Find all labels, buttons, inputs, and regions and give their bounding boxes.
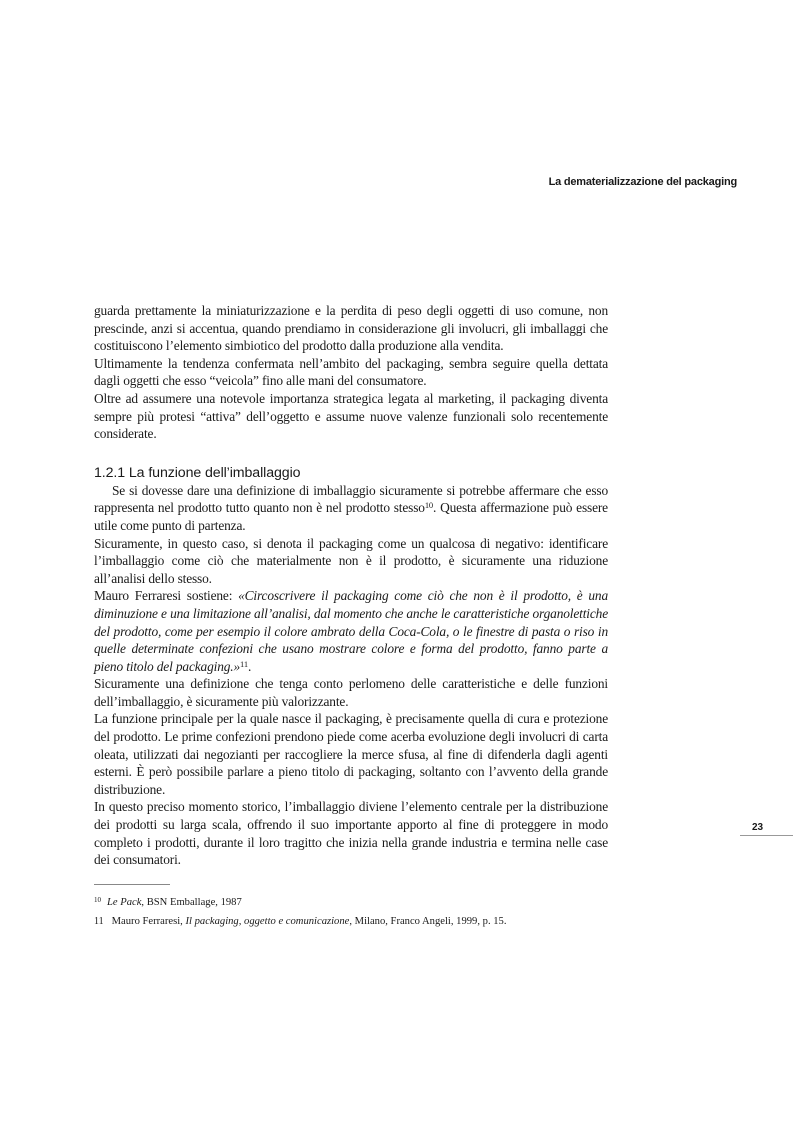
footnote-rest: , Milano, Franco Angeli, 1999, p. 15. — [349, 916, 507, 927]
footnote-separator — [94, 884, 170, 885]
paragraph-7: Sicuramente una definizione che tenga conto perlomeno delle caratteristiche e delle funzioni dell’imballaggio, è sicuramente più valorizzante. — [94, 676, 608, 709]
paragraph-4-text-a: Se si dovesse dare una definizione di imballaggio sicuramente si potrebbe affermare che esso rappresenta nel prodotto tutto quanto non è nel prodotto stesso — [94, 482, 608, 516]
paragraph-6 — [94, 587, 608, 675]
footnote-title: Le Pack — [107, 897, 142, 908]
paragraph-6-text-a: Mauro Ferraresi sostiene: — [94, 588, 239, 604]
footnote-rest: , BSN Emballage, 1987 — [141, 897, 242, 908]
paragraph-8: La funzione principale per la quale nasce il packaging, è precisamente quella di cura e protezione del prodotto. Le prime confezioni prendono piede come acerba evoluzione degli involucri di carta oleata, utilizzati dai negozianti per raccogliere la merce sfusa, al fine di difenderla dagli agenti esterni. È però possibile parlare a pieno titolo di packaging, soltanto con l’avvento della grande distribuzione. — [94, 711, 608, 797]
paragraph-9: In questo preciso momento storico, l’imballaggio diviene l’elemento centrale per la distribuzione dei prodotti su larga scala, offrendo il suo importante apporto al fine di proteggere in modo completo i prodotti, durante il loro tragitto che inizia nella grande industria e termina nelle case dei consumatori. — [94, 799, 608, 868]
footnotes — [94, 893, 614, 931]
paragraph-1: guarda prettamente la miniaturizzazione e la perdita di peso degli oggetti di uso comune, non prescinde, anzi si accentua, quando prendiamo in considerazione gli involucri, gli imballaggi che costituiscono l’elemento simbiotico del prodotto dalla produzione alla vendita. — [94, 303, 608, 354]
paragraph-6-text-b: . — [247, 658, 252, 674]
footnote-title: Il packaging, oggetto e comunicazione — [185, 916, 350, 927]
running-title: La dematerializzazione del packaging — [548, 176, 737, 188]
paragraph-4-text-b: . Questa affermazione può essere utile come punto di partenza. — [94, 500, 608, 533]
paragraph-4 — [94, 482, 608, 535]
footnote-ref-10: 10 — [424, 500, 434, 511]
footnote-number: 10 — [94, 896, 101, 904]
footnote-10 — [94, 893, 614, 912]
ferraresi-quote: «Circoscrivere il packaging come ciò che non è il prodotto, è una diminuzione e una limitazione all’analisi, dal momento che anche le caratteristiche organolettiche del prodotto, come per esempio il colore ambrato della Coca-Cola, o le finestre di pasta o riso in quelle determinate confezioni che usano mostrare colore e forma del prodotto, fanno parte a pieno titolo del packaging.» — [94, 588, 608, 674]
body-text — [94, 302, 608, 869]
footnote-author: Mauro Ferraresi, — [111, 916, 186, 927]
section-heading: 1.2.1 La funzione dell’imballaggio — [94, 464, 301, 481]
footnote-number: 11 — [94, 916, 104, 927]
footnote-11 — [94, 912, 614, 931]
footnote-ref-11: 11 — [240, 658, 248, 669]
paragraph-3: Oltre ad assumere una notevole importanza strategica legata al marketing, il packaging diventa sempre più protesi “attiva” dell’oggetto e assume nuove valenze funzionali solo recentemente considerate. — [94, 390, 608, 442]
page-number-rule — [740, 835, 793, 836]
paragraph-5: Sicuramente, in questo caso, si denota il packaging come un qualcosa di negativo: identificare l’imballaggio come ciò che materialmente non è il prodotto, è sicuramente una riduzione all’analisi dello stesso. — [94, 535, 608, 586]
page-number: 23 — [752, 822, 764, 833]
paragraph-2: Ultimamente la tendenza confermata nell’ambito del packaging, sembra seguire quella dettata dagli oggetti che esso “veicola” fino alle mani del consumatore. — [94, 355, 608, 389]
